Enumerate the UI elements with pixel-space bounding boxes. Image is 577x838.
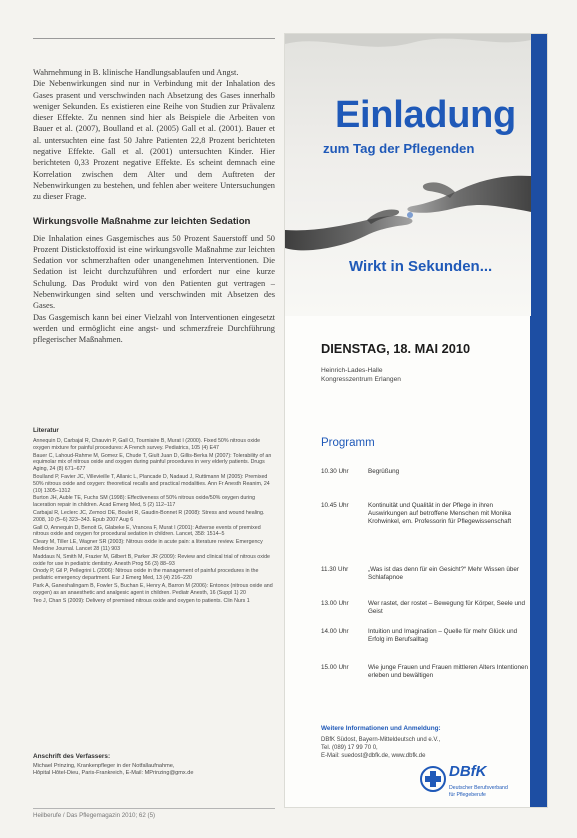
literature-entry: Gall O, Annequin D, Benoit G, Glabeke E, Vrancea F, Murat I (2001): Adverse events of premixed nitrous oxide and oxygen for procedural sedation in children. Lancet, 358: 1514–5 [33,524,261,538]
author-line: Michael Prinzing, Krankenpfleger in der Notfallaufnahme, [33,763,175,769]
logo-sub-line: für Pflegeberufe [449,792,486,798]
literature-entry: Park A, Ganeshalingam B, Fowler S, Buchan E, Henry A, Barron M (2006): Entonox (nitrous oxide and oxygen) as an anaesthetic and analgesic agent in children. Pediatr Anesth, 16 (Suppl 1) 20 [33,582,273,596]
page-footer: Heilberufe / Das Pflegemagazin 2010; 62 (5) [33,812,156,819]
venue-line: Kongresszentrum Erlangen [321,376,401,383]
section-paragraph: Die Inhalation eines Gasgemisches aus 50 Prozent Sauerstoff und 50 Prozent Distickstoffoxid ist eine wirkungsvolle Maßnahme zur leichten Sedation vor schmerzhaften oder unangenehmen Interventionen. Die Sedation ist leicht durchzuführen und erfordert nur eine kurze Schulung. Das Produkt wird von den Patienten gut vertragen – Nebenwirkungen sind selten und verschwinden mit Absetzen des Gases. [33,233,275,311]
literature-entry: Burton JH, Auble TE, Fuchs SM (1998): Effectiveness of 50% nitrous oxide/50% oxygen during laceration repair in children. Acad Emerg Med, 5 (2) 112–117 [33,495,256,509]
venue-line: Heinrich-Lades-Halle [321,367,383,374]
article-body [33,67,275,203]
dbfk-logo [419,763,529,808]
program-desc: Wer rastet, der rostet – Bewegung für Körper, Seele und Geist [368,600,526,616]
literature-entry: Bauer C, Lahoud-Rahme M, Gomez E, Chude T, Giult Juan D, Gillis-Berka M (2007): Tolerability of an equimolar mix of nitrous oxide and oxygen during painful procedures in very elderly patients. Drugs Aging, 24 (8) 671–677 [33,452,272,473]
flyer-subtitle: zum Tag der Pflegenden [323,141,475,156]
flyer-blue-stripe [530,34,547,808]
literature-heading: Literatur [33,427,59,434]
literature-entry: Maddaus N, Smith M, Frazier M, Gilbert B, Parker JR (2009): Review and clinical trial of nitrous oxide oxide for use in pediatric dentistry. Anesth Prog 56 (3) 88–93 [33,553,270,567]
section-body [33,233,275,346]
event-flyer [284,33,548,808]
author-heading: Anschrift des Verfassers: [33,753,111,760]
program-desc: Kontinuität und Qualität in der Pflege in ihren Auswirkungen auf betroffene Menschen mit Monika Krohwinkel, em. Professorin für Pflegewissenschaft [368,502,512,526]
program-heading: Programm [321,437,375,449]
literature-entry: Onody P, Gil P, Pellegrini L (2006): Nitrous oxide in the management of painful procedures in the pediatric emergency department. Eur J Emerg Med, 13 (4) 216–220 [33,568,259,582]
section-paragraph: Das Gasgemisch kann bei einer Vielzahl von Interventionen eingesetzt werden und ermöglicht eine angst- und schmerzfreie Durchführung pflegerischer Maßnahmen. [33,312,275,345]
program-time: 10.45 Uhr [321,502,349,509]
logo-wordmark: DBfK [449,763,487,780]
article-paragraph: Wahrnehmung in B. klinische Handlungsablaufen und Angst. [33,68,239,77]
program-desc: Intuition und Imagination – Quelle für mehr Glück und Erfolg im Berufsalltag [368,628,518,644]
literature-list [33,427,275,605]
info-line[interactable]: E-Mail: suedost@dbfk.de, www.dbfk.de [321,753,426,759]
info-line: Tel. (089) 17 99 70 0, [321,745,378,751]
literature-entry: Boulland P, Favier JC, Villevieille T, Allanic L, Plancade D, Nadaud J, Ruttimann M (2005): Premixed 50% nitrous oxide and oxygen: theoretical recalls and practical modalities. Ann Fr Anesth Reanim, 24 (10) 1305–1312 [33,473,270,494]
program-desc: Wie junge Frauen und Frauen mittleren Alters Intentionen erleben und bewältigen [368,664,528,680]
article-paragraph: Die Nebenwirkungen sind nur in Verbindung mit der Inhalation des Gases prasent und verschwinden nach Absetzung des Gases innerhalb weniger Sekunden. Es existieren eine Reihe von Studien zur Prävalenz dieser Effekte. Zu nennen sind hier als Beispiele die Arbeiten von Bauer et al. (2007), Boulland et al. (2005) Gall et al. (2001). Bauer et al. untersuchten eine fast 50 Jahre Patienten 22,8 Prozent berichteten negative Effekte. Gall et al. (2001) untersuchten Kinder. Hier berichteten 0,33 Prozent negative Effekte. Es scheint demnach eine Korrelation zwischen dem Alter und dem Auftreten der Nebenwirkungen zu bestehen, und fehlen aber weitere Untersuchungen zu dieser Frage. [33,79,275,202]
flyer-hero-image [285,34,531,316]
article-column [33,67,275,346]
program-time: 10.30 Uhr [321,468,349,475]
flyer-title: Einladung [335,94,516,136]
event-date: DIENSTAG, 18. MAI 2010 [321,341,471,356]
top-rule [33,38,275,39]
section-heading: Wirkungsvolle Maßnahme zur leichten Sedation [33,215,251,227]
program-desc: „Was ist das denn für ein Gesicht?“ Mehr Wissen über Schlafapnoe [368,566,519,582]
literature-entry: Carbajal R, Leclerc JC, Zemoci DE, Boulet R, Gaudin-Bonnet R (2008): Stress and wound healing. 2008, 10 (5–6) 323–343. Epub 2007 Aug 6 [33,509,265,523]
program-time: 11.30 Uhr [321,566,349,573]
cross-logo-icon [419,765,447,793]
program-time: 14.00 Uhr [321,628,349,635]
program-time: 13.00 Uhr [321,600,349,607]
logo-subtitle [449,785,508,799]
info-contact [321,736,440,760]
event-venue [321,366,401,384]
literature-entry: Teo J, Chan S (2009): Delivery of premixed nitrous oxide and oxygen to patients. Clin Nurs 1 [33,597,250,604]
literature-entry: Cleary M, Tiller LE, Wagner SR (2003): Nitrous oxide in acute pain: a literature review. Emergency Medicine Journal. Lancet 28 (11) 903 [33,539,263,552]
program-desc: Begrüßung [368,468,400,475]
info-line: DBfK Südost, Bayern-Mitteldeutsch und e.V., [321,737,441,743]
logo-sub-line: Deutscher Berufsverband [449,785,508,791]
literature-entry: Annequin D, Carbajal R, Chauvin P, Gall O, Tourniaire B, Murat I (2000). Fixed 50% nitrous oxide oxygen mixture for painful procedures: A French survey. Pediatrics, 105 (4) E47 [33,438,261,451]
program-time: 15.00 Uhr [321,664,349,671]
flyer-tagline: Wirkt in Sekunden... [349,258,493,275]
author-address [33,753,275,777]
bottom-rule [33,808,275,809]
author-line: Hôpital Hôtel-Dieu, Paris-Frankreich, E-Mail: MPrinzing@gmx.de [33,770,194,777]
info-heading: Weitere Informationen und Anmeldung: [321,725,441,732]
